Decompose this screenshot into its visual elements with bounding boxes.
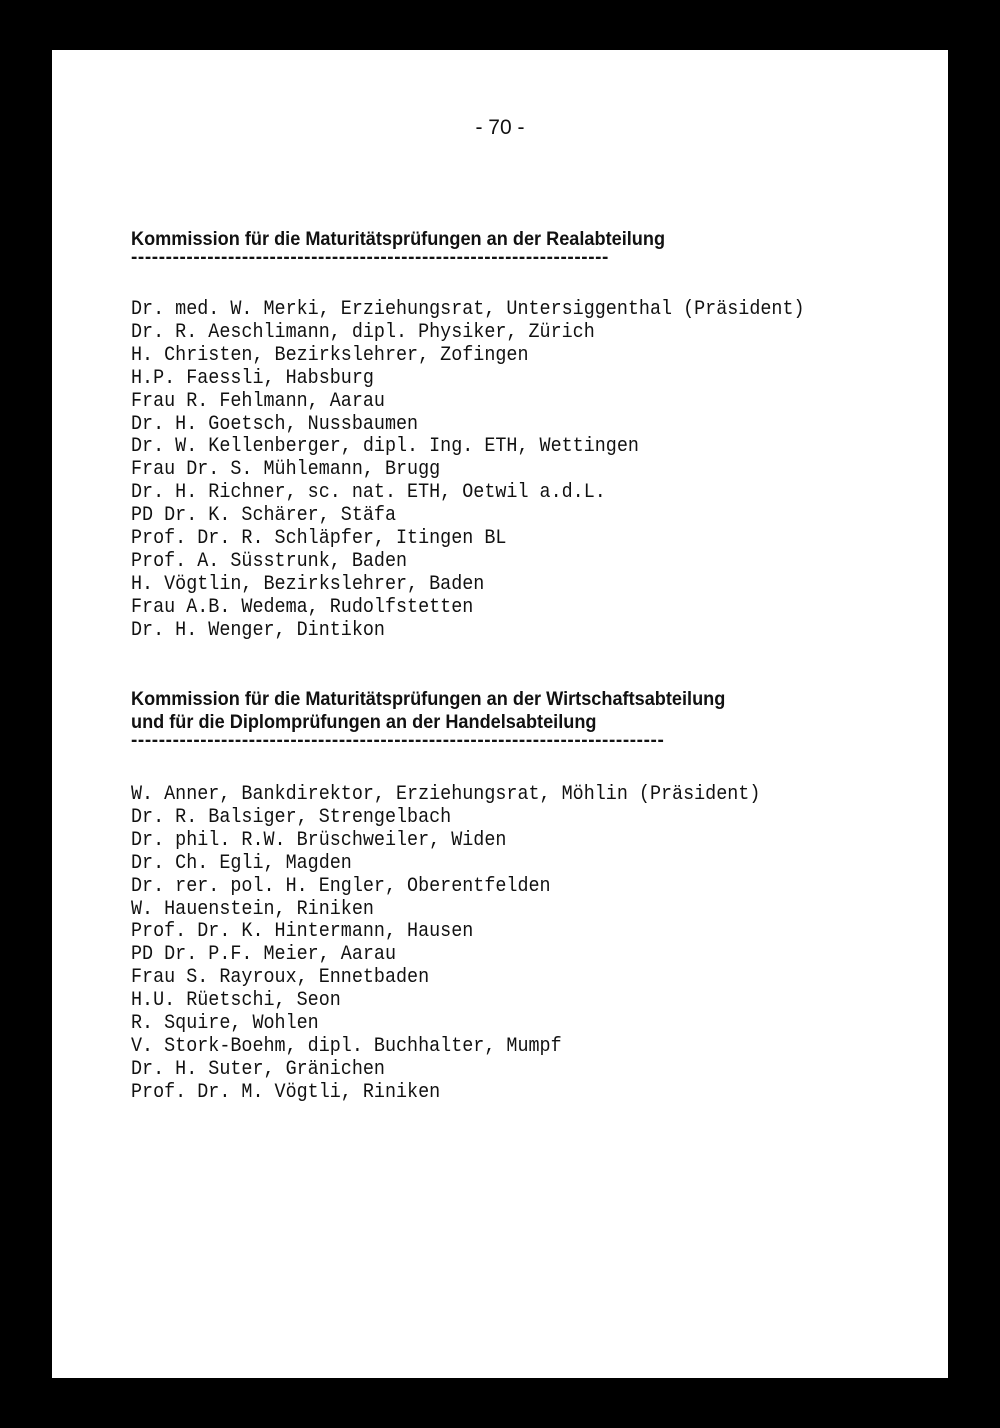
document-page [52,50,948,1378]
list-item: Prof. Dr. R. Schläpfer, Itingen BL [131,527,507,551]
list-item: W. Anner, Bankdirektor, Erziehungsrat, Möhlin (Präsident) [131,783,761,806]
list-item: H. Vögtlin, Bezirkslehrer, Baden [131,572,485,596]
list-item: Dr. W. Kellenberger, dipl. Ing. ETH, Wettingen [131,435,639,459]
section-heading: Kommission für die Maturitätsprüfungen an der Realabteilung [131,228,666,250]
list-item: Prof. Dr. K. Hintermann, Hausen [131,920,474,944]
member-list [131,299,863,643]
list-item: Dr. R. Balsiger, Strengelbach [131,805,452,829]
list-item: Dr. H. Wenger, Dintikon [131,618,385,642]
list-item: V. Stork-Boehm, dipl. Buchhalter, Mumpf [131,1034,562,1058]
list-item: H.P. Faessli, Habsburg [131,366,374,390]
list-item: PD Dr. K. Schärer, Stäfa [131,504,397,528]
heading-underline: --------------------------------------------------------------------- [131,251,609,268]
list-item: Prof. A. Süsstrunk, Baden [131,549,408,573]
list-item: R. Squire, Wohlen [131,1012,319,1036]
list-item: Dr. R. Aeschlimann, dipl. Physiker, Zürich [131,320,595,344]
list-item: Dr. med. W. Merki, Erziehungsrat, Untersiggenthal (Präsident) [131,298,805,321]
list-item: Frau R. Fehlmann, Aarau [131,389,385,413]
section-realabteilung [131,228,863,643]
list-item: Dr. H. Goetsch, Nussbaumen [131,412,419,436]
heading-underline: ----------------------------------------------------------------------------- [131,734,665,751]
list-item: Dr. phil. R.W. Brüschweiler, Widen [131,828,507,852]
list-item: Frau S. Rayroux, Ennetbaden [131,966,430,990]
list-item: W. Hauenstein, Riniken [131,897,374,921]
list-item: Dr. H. Suter, Gränichen [131,1057,385,1081]
list-item: Dr. Ch. Egli, Magden [131,851,352,875]
list-item: PD Dr. P.F. Meier, Aarau [131,943,397,967]
section-wirtschaftsabteilung [131,688,891,1105]
list-item: Dr. H. Richner, sc. nat. ETH, Oetwil a.d.L. [131,481,606,505]
list-item: H. Christen, Bezirkslehrer, Zofingen [131,343,529,367]
section-heading: Kommission für die Maturitätsprüfungen an der Wirtschaftsabteilung [131,688,726,710]
list-item: Frau Dr. S. Mühlemann, Brugg [131,458,441,482]
list-item: H.U. Rüetschi, Seon [131,989,341,1013]
list-item: Dr. rer. pol. H. Engler, Oberentfelden [131,874,551,898]
list-item: Prof. Dr. M. Vögtli, Riniken [131,1080,441,1104]
member-list [131,784,891,1105]
list-item: Frau A.B. Wedema, Rudolfstetten [131,595,474,619]
page-number: - 70 - [475,116,525,139]
section-heading-line-2: und für die Diplomprüfungen an der Handelsabteilung [131,711,597,733]
